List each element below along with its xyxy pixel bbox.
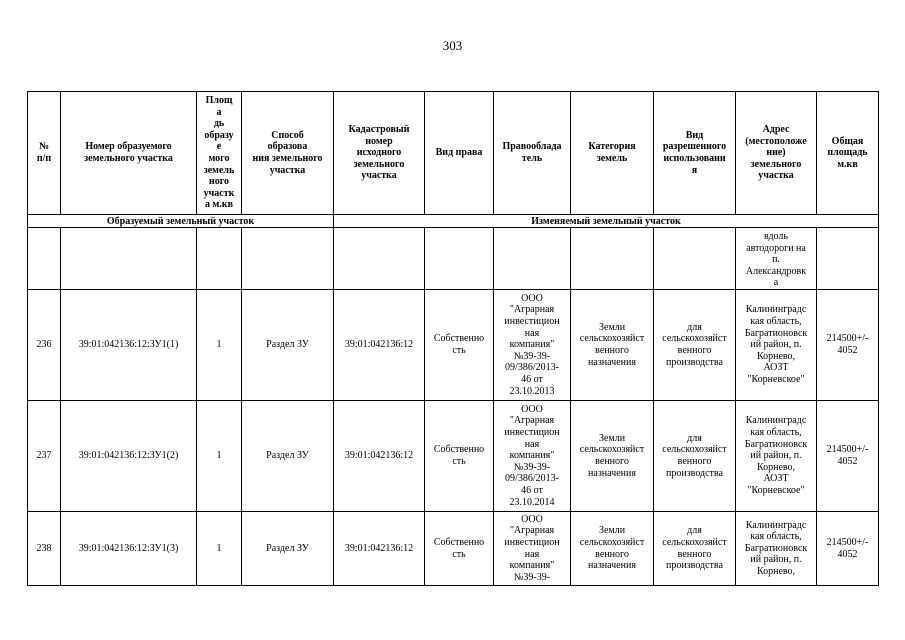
header-cell: Способ образова ния земельного участка xyxy=(242,92,334,215)
table-cell: 1 xyxy=(197,290,242,401)
header-cell: Площ а дь образу е мого земель ного участк а м.кв xyxy=(197,92,242,215)
table-cell xyxy=(817,228,879,290)
table-cell: вдоль автодороги на п. Александровк а xyxy=(736,228,817,290)
table-cell xyxy=(197,228,242,290)
section-row xyxy=(28,215,879,228)
table-cell xyxy=(571,228,654,290)
table-cell: Собственно сть xyxy=(425,512,494,586)
table-cell: 39:01:042136:12:ЗУ1(2) xyxy=(61,401,197,512)
page-number: 303 xyxy=(442,38,463,53)
header-cell: Категория земель xyxy=(571,92,654,215)
header-cell: Кадастровый номер исходного земельного участка xyxy=(334,92,425,215)
table-cell: Собственно сть xyxy=(425,290,494,401)
header-cell: Правообладa тель xyxy=(494,92,571,215)
table-cell: 1 xyxy=(197,512,242,586)
table-cell: 39:01:042136:12:ЗУ1(3) xyxy=(61,512,197,586)
land-plots-table xyxy=(27,91,879,586)
table-cell: Раздел ЗУ xyxy=(242,290,334,401)
table-cell: 214500+/- 4052 xyxy=(817,512,879,586)
header-row xyxy=(28,92,879,215)
table-cell xyxy=(654,228,736,290)
table-cell: 236 xyxy=(28,290,61,401)
header-cell: Общая площадь м.кв xyxy=(817,92,879,215)
table-cell: Калининградс кая область, Багратионовск ий район, п. Корнево, АОЗТ "Корневское" xyxy=(736,401,817,512)
table-row xyxy=(28,401,879,512)
table-cell: 237 xyxy=(28,401,61,512)
table-cell: 39:01:042136:12 xyxy=(334,401,425,512)
table-cell: 214500+/- 4052 xyxy=(817,290,879,401)
section-formed-plot: Образуемый земельный участок xyxy=(28,215,334,228)
table-cell: Калининградс кая область, Багратионовск ий район, п. Корнево, АОЗТ "Корневское" xyxy=(736,290,817,401)
table-cell: 214500+/- 4052 xyxy=(817,401,879,512)
header-cell: Вид разрешенного использовани я xyxy=(654,92,736,215)
table-cell: Земли сельскохозяйст венного назначения xyxy=(571,401,654,512)
table-cell: Калининградс кая область, Багратионовск ий район, п. Корнево, xyxy=(736,512,817,586)
table-cell: ООО "Аграрная инвестицион ная компания" №39-39- xyxy=(494,512,571,586)
header-cell: № п/п xyxy=(28,92,61,215)
table-cell: 238 xyxy=(28,512,61,586)
table-cell: ООО "Аграрная инвестицион ная компания" №39-39- 09/386/2013- 46 от 23.10.2014 xyxy=(494,401,571,512)
table-cell xyxy=(494,228,571,290)
table-cell: Собственно сть xyxy=(425,401,494,512)
table-cell: ООО "Аграрная инвестицион ная компания" №39-39- 09/386/2013- 46 от 23.10.2013 xyxy=(494,290,571,401)
header-cell: Номер образуемого земельного участка xyxy=(61,92,197,215)
table-cell: для сельскохозяйст венного производства xyxy=(654,401,736,512)
table-cell xyxy=(425,228,494,290)
table-cell: 39:01:042136:12 xyxy=(334,512,425,586)
section-changed-plot: Изменяемый земельный участок xyxy=(334,215,879,228)
table-cell: 39:01:042136:12:ЗУ1(1) xyxy=(61,290,197,401)
table-cell xyxy=(28,228,61,290)
table-cell: для сельскохозяйст венного производства xyxy=(654,290,736,401)
table-cell: для сельскохозяйст венного производства xyxy=(654,512,736,586)
table-cell xyxy=(61,228,197,290)
continuation-row xyxy=(28,228,879,290)
table-cell: Раздел ЗУ xyxy=(242,401,334,512)
table-cell xyxy=(242,228,334,290)
table-cell xyxy=(334,228,425,290)
table-row xyxy=(28,290,879,401)
table-cell: Земли сельскохозяйст венного назначения xyxy=(571,512,654,586)
header-cell: Вид права xyxy=(425,92,494,215)
table-cell: Земли сельскохозяйст венного назначения xyxy=(571,290,654,401)
table-cell: 39:01:042136:12 xyxy=(334,290,425,401)
table-cell: 1 xyxy=(197,401,242,512)
header-cell: Адрес (местоположе ние) земельного участка xyxy=(736,92,817,215)
table-cell: Раздел ЗУ xyxy=(242,512,334,586)
table-row xyxy=(28,512,879,586)
